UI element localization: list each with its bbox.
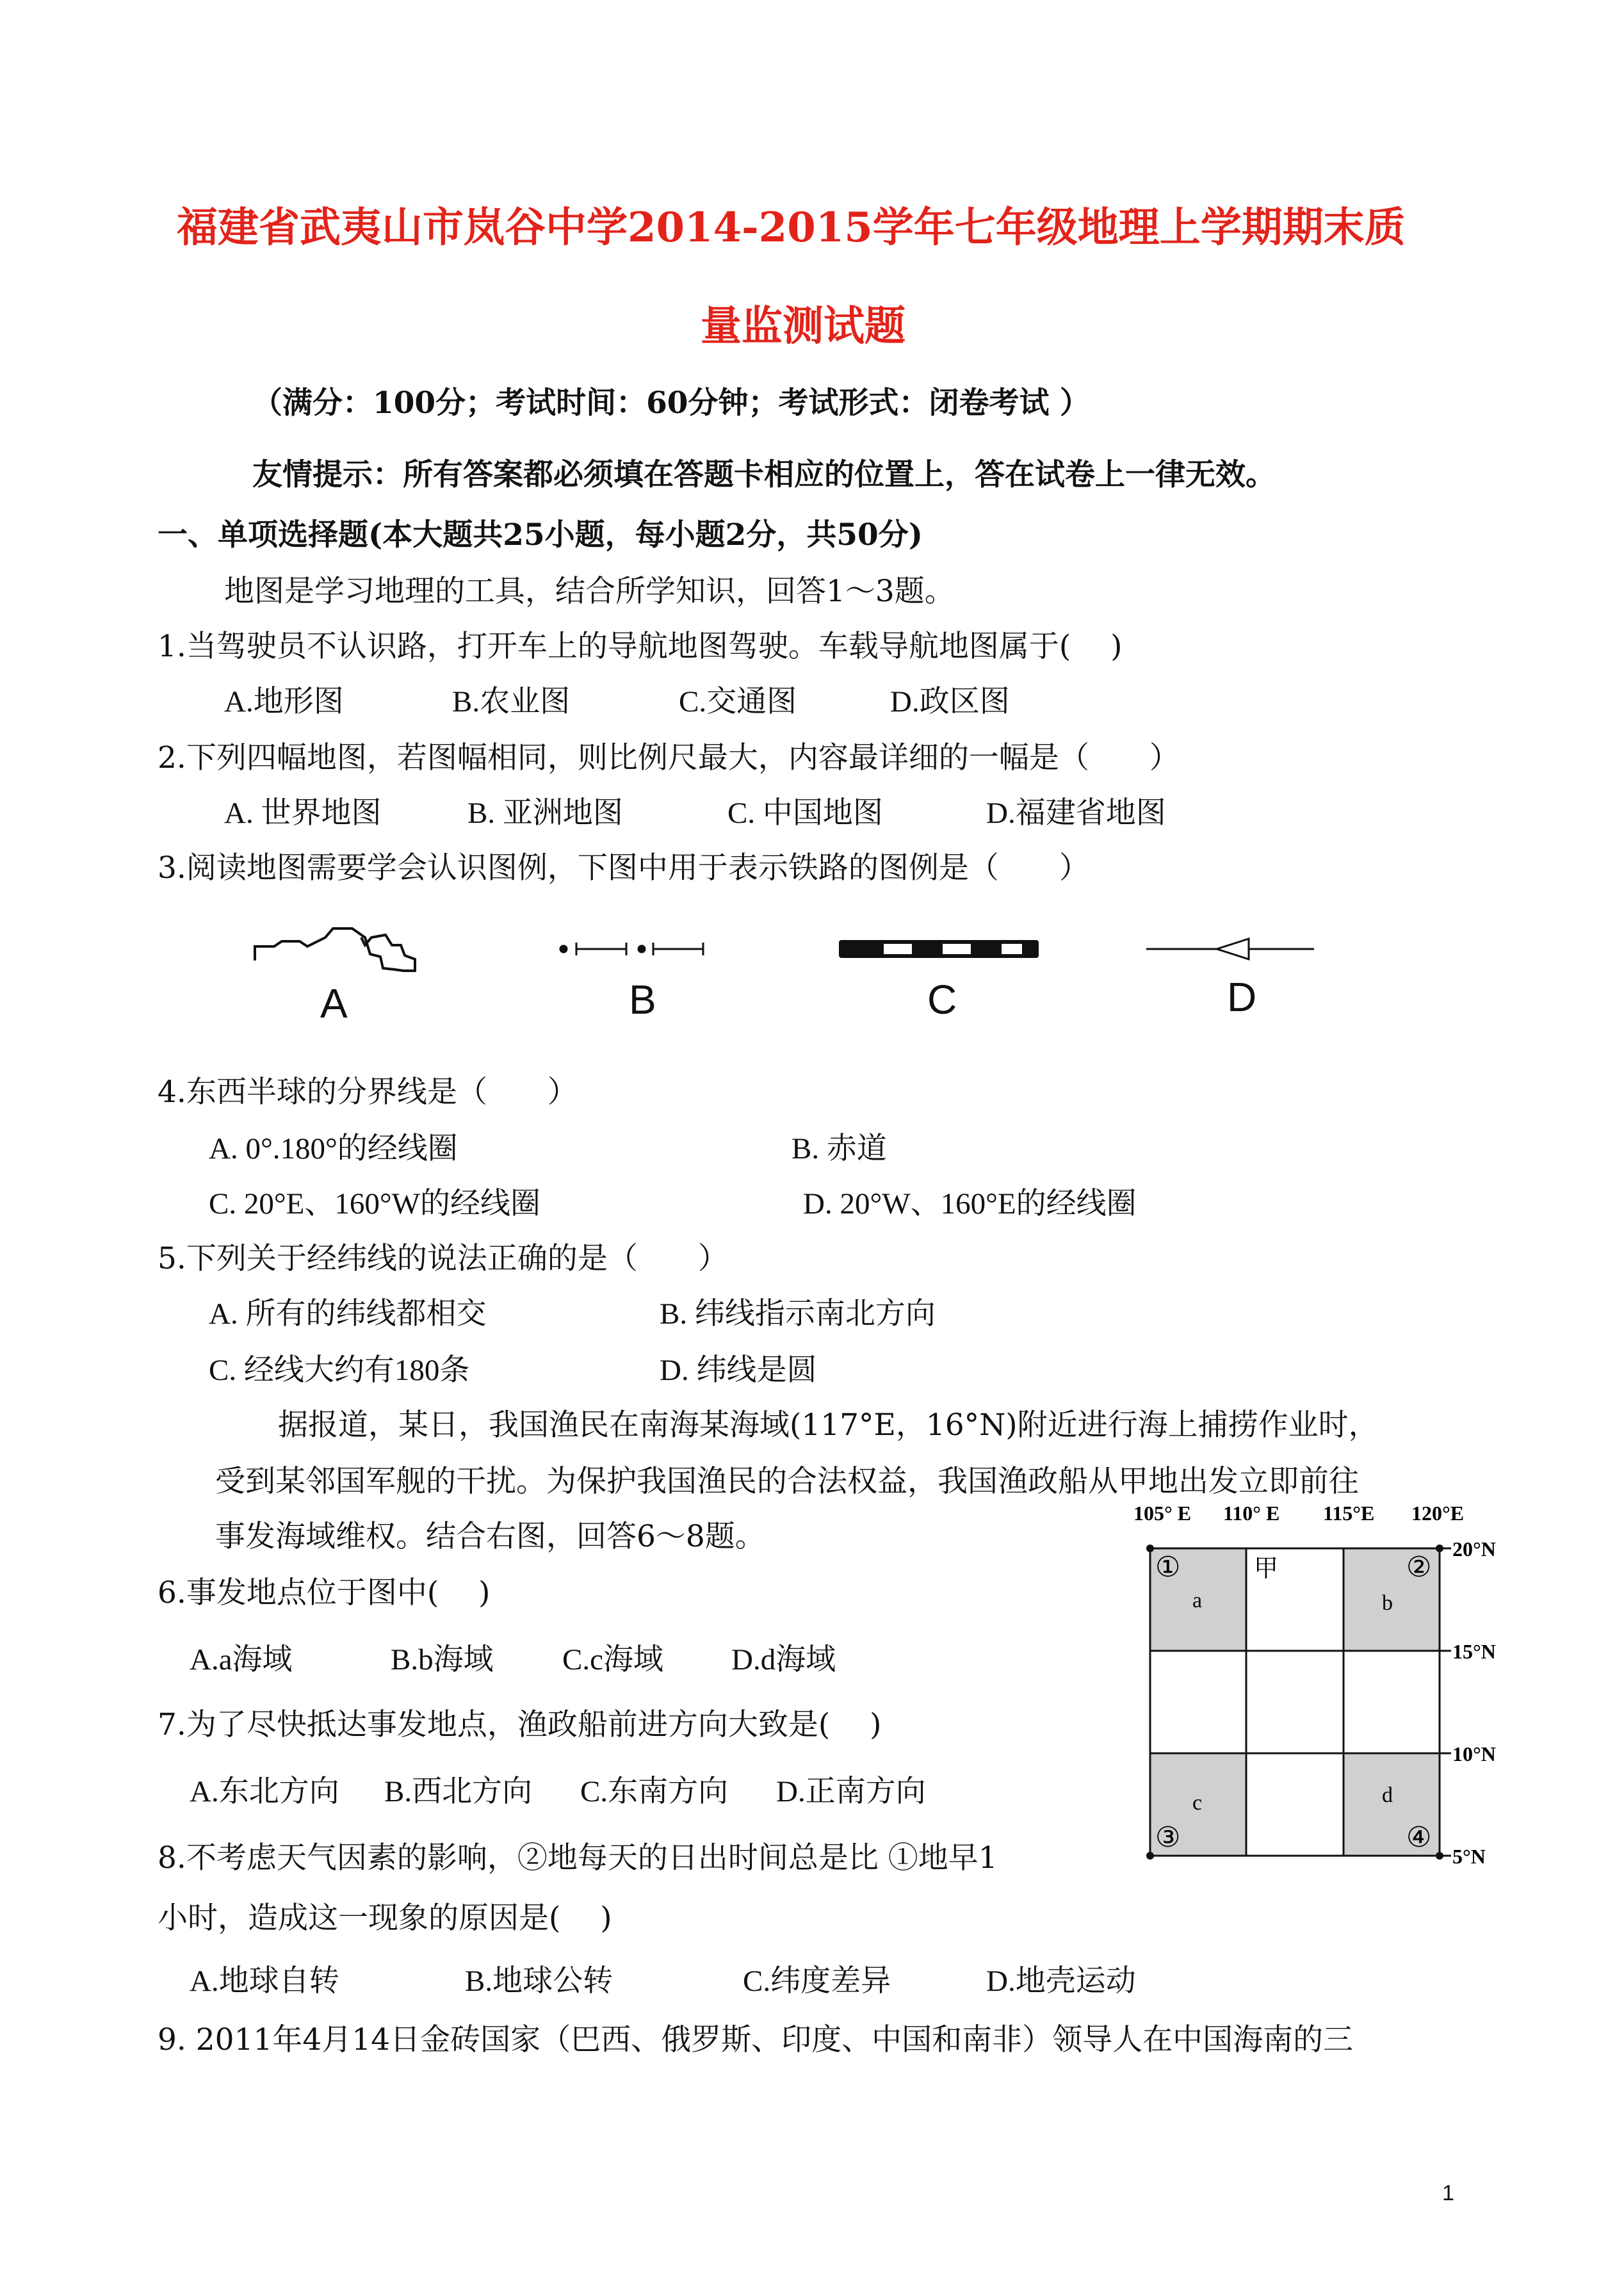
- point-4-label: ④: [1406, 1822, 1432, 1853]
- intro-1-3: 地图是学习地理的工具，结合所学知识，回答1～3题。: [224, 574, 955, 609]
- point-1-label: ①: [1155, 1552, 1181, 1583]
- sea-c-label: c: [1192, 1791, 1203, 1815]
- lon-label-115: 115°E: [1323, 1502, 1375, 1525]
- q7-option-b: B.西北方向: [384, 1775, 533, 1808]
- title-line-1: 福建省武夷山市岚谷中学2014-2015学年七年级地理上学期期末质: [177, 204, 1406, 252]
- lon-label-105: 105° E: [1133, 1502, 1192, 1525]
- q4-option-d: D. 20°W、160°E的经线圈: [803, 1187, 1137, 1220]
- legend-d-arrow-symbol: [1146, 939, 1314, 959]
- q8-option-c: C.纬度差异: [743, 1965, 891, 1998]
- q2-option-b: B. 亚洲地图: [467, 797, 623, 830]
- legend-a-boundary-symbol: [255, 929, 415, 971]
- sea-a-label: a: [1192, 1589, 1203, 1612]
- q4-option-c: C. 20°E、160°W的经线圈: [209, 1187, 541, 1220]
- legend-b-dotdash-symbol: [560, 943, 703, 955]
- legend-symbols: [243, 909, 1332, 1044]
- q7-stem: 7.为了尽快抵达事发地点，渔政船前进方向大致是( ): [158, 1707, 882, 1742]
- q5-option-c: C. 经线大约有180条: [209, 1354, 470, 1387]
- q9-stem: 9. 2011年4月14日金砖国家（巴西、俄罗斯、印度、中国和南非）领导人在中国海南的三: [158, 2022, 1354, 2057]
- q5-option-d: D. 纬线是圆: [660, 1354, 817, 1387]
- legend-c-railway-symbol: [839, 940, 1039, 958]
- q6-option-b: B.b海域: [391, 1643, 494, 1676]
- point-jia-label: 甲: [1254, 1555, 1279, 1582]
- q5-option-b: B. 纬线指示南北方向: [660, 1297, 936, 1331]
- q8-stem-line-2: 小时，造成这一现象的原因是( ): [158, 1901, 612, 1936]
- q7-option-c: C.东南方向: [580, 1775, 729, 1808]
- q2-option-c: C. 中国地图: [727, 797, 883, 830]
- q8-option-d: D.地壳运动: [986, 1965, 1136, 1998]
- q7-option-d: D.正南方向: [776, 1775, 926, 1808]
- q1-option-b: B.农业图: [452, 685, 571, 718]
- sea-b-label: b: [1382, 1591, 1393, 1615]
- page-number: 1: [1442, 2181, 1454, 2205]
- lat-label-10n: 10°N: [1452, 1742, 1496, 1765]
- lat-lon-grid-map: [1114, 1498, 1524, 1883]
- title-line-2: 量监测试题: [701, 302, 905, 350]
- lon-label-120: 120°E: [1411, 1502, 1465, 1525]
- notice: 友情提示：所有答案都必须填在答题卡相应的位置上，答在试卷上一律无效。: [252, 457, 1276, 492]
- lat-label-5n: 5°N: [1452, 1845, 1486, 1868]
- q8-option-b: B.地球公转: [465, 1965, 613, 1998]
- section-heading: 一、单项选择题(本大题共25小题，每小题2分，共50分): [158, 517, 923, 553]
- sea-d-label: d: [1382, 1783, 1393, 1807]
- q2-option-a: A. 世界地图: [224, 797, 382, 830]
- q4-stem: 4.东西半球的分界线是（ ）: [158, 1075, 578, 1110]
- q4-option-a: A. 0°.180°的经线圈: [209, 1132, 458, 1165]
- q2-option-d: D.福建省地图: [986, 797, 1166, 830]
- lon-label-110: 110° E: [1223, 1502, 1280, 1525]
- passage-line-2: 受到某邻国军舰的干扰。为保护我国渔民的合法权益，我国渔政船从甲地出发立即前往: [215, 1464, 1359, 1499]
- q2-stem: 2.下列四幅地图，若图幅相同，则比例尺最大，内容最详细的一幅是（ ）: [158, 740, 1180, 775]
- q7-option-a: A.东北方向: [190, 1775, 339, 1808]
- point-3-label: ③: [1155, 1822, 1181, 1853]
- q6-stem: 6.事发地点位于图中( ): [158, 1575, 491, 1610]
- legend-label-b: B: [629, 977, 656, 1023]
- q1-stem: 1.当驾驶员不认识路，打开车上的导航地图驾驶。车载导航地图属于( ): [158, 629, 1123, 664]
- legend-label-c: C: [927, 977, 957, 1023]
- q1-option-d: D.政区图: [890, 685, 1010, 718]
- q1-option-c: C.交通图: [679, 685, 797, 718]
- q8-option-a: A.地球自转: [190, 1965, 339, 1998]
- legend-label-a: A: [320, 980, 348, 1026]
- passage-line-1: 据报道，某日，我国渔民在南海某海域(117°E，16°N)附近进行海上捕捞作业时，: [278, 1407, 1379, 1443]
- passage-line-3: 事发海域维权。结合右图，回答6～8题。: [215, 1519, 765, 1554]
- exam-info: （满分：100分；考试时间：60分钟；考试形式：闭卷考试 ）: [252, 385, 1090, 421]
- legend-label-d: D: [1227, 974, 1257, 1020]
- q3-stem: 3.阅读地图需要学会认识图例，下图中用于表示铁路的图例是（ ）: [158, 850, 1089, 886]
- q6-option-a: A.a海域: [190, 1643, 293, 1676]
- q5-stem: 5.下列关于经纬线的说法正确的是（ ）: [158, 1241, 728, 1276]
- q5-option-a: A. 所有的纬线都相交: [209, 1297, 487, 1331]
- point-2-label: ②: [1406, 1552, 1432, 1583]
- q6-option-d: D.d海域: [731, 1643, 836, 1676]
- q4-option-b: B. 赤道: [792, 1132, 887, 1165]
- q6-option-c: C.c海域: [562, 1643, 663, 1676]
- lat-label-20n: 20°N: [1452, 1537, 1496, 1561]
- q1-option-a: A.地形图: [224, 685, 344, 718]
- lat-label-15n: 15°N: [1452, 1640, 1496, 1663]
- q8-stem-line-1: 8.不考虑天气因素的影响，②地每天的日出时间总是比 ①地早1: [158, 1840, 998, 1876]
